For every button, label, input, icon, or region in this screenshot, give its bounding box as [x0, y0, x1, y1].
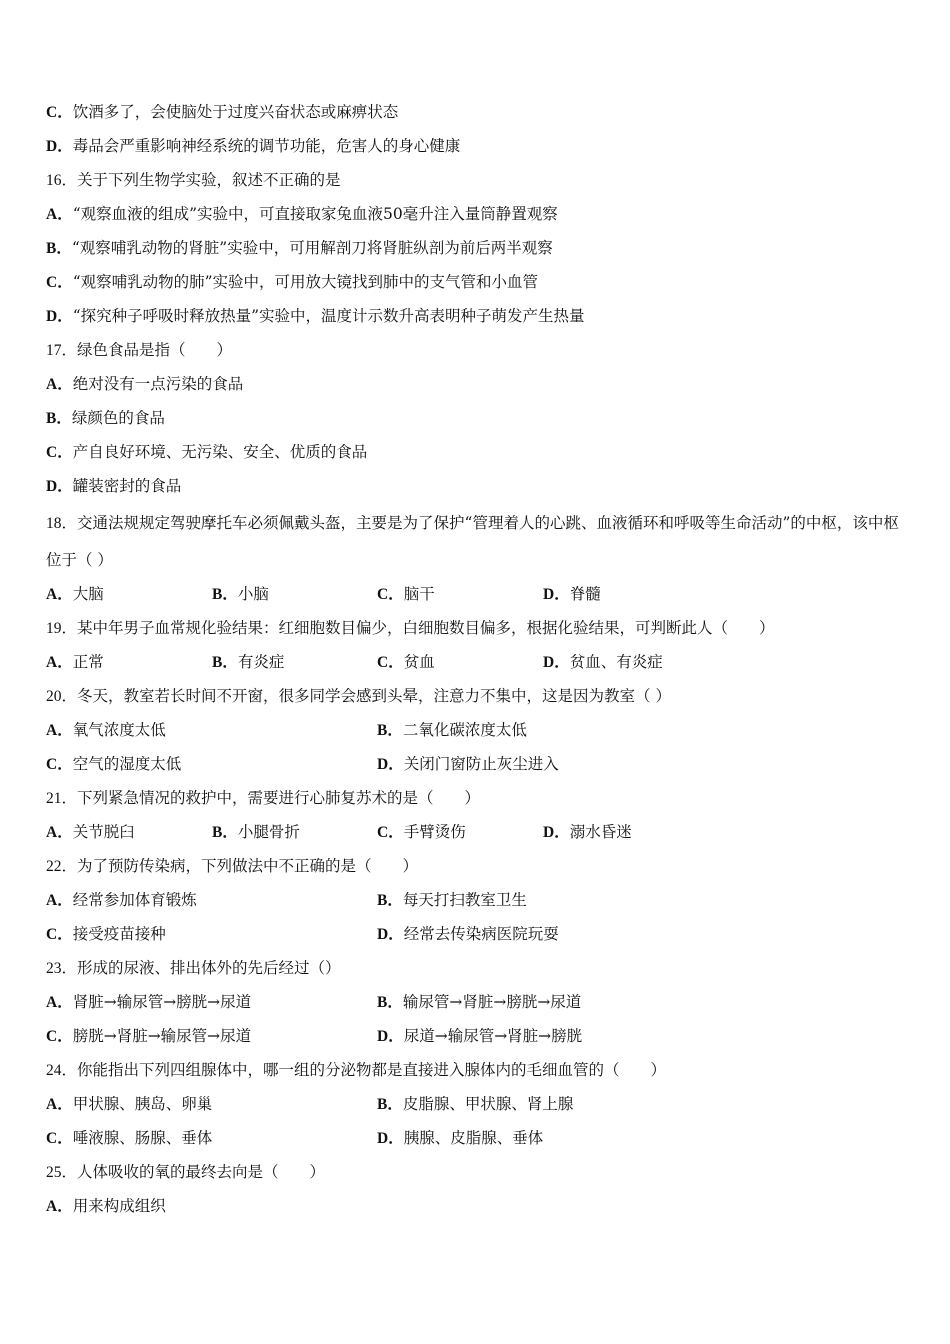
option-d: [377, 1021, 582, 1052]
option-b: [377, 885, 527, 916]
option-c: [377, 647, 435, 678]
option-text: 膀胱→肾脏→输尿管→尿道: [72, 1027, 252, 1045]
option-row-2col: [46, 919, 906, 953]
question-stem: [46, 783, 906, 817]
option-d: [543, 817, 632, 848]
option-letter: C．: [46, 274, 73, 291]
option-text: 绝对没有一点污染的食品: [72, 375, 244, 393]
option-b: [377, 987, 581, 1018]
option-letter: A．: [46, 586, 73, 603]
option-letter: A．: [46, 994, 73, 1011]
option-letter: C．: [46, 104, 73, 121]
option-text: 甲状腺、胰岛、卵巢: [72, 1095, 213, 1113]
option-letter: D．: [543, 586, 570, 603]
option-a: [46, 1089, 212, 1120]
option-letter: A．: [46, 1198, 73, 1215]
option-line: [46, 267, 906, 301]
option-line: [46, 301, 906, 335]
question-text: 形成的尿液、排出体外的先后经过（）: [77, 959, 341, 977]
question-stem: [46, 681, 906, 715]
option-letter: D．: [377, 926, 404, 943]
option-text: 关节脱臼: [72, 823, 135, 841]
option-line: [46, 437, 906, 471]
option-text: 绿颜色的食品: [71, 409, 165, 427]
option-line: [46, 233, 906, 267]
option-text: 接受疫苗接种: [72, 925, 166, 943]
question-stem: [46, 165, 906, 199]
option-text: 贫血、有炎症: [569, 653, 663, 671]
option-text: 唾液腺、肠腺、垂体: [72, 1129, 213, 1147]
option-letter: B．: [212, 654, 238, 671]
option-letter: D．: [377, 756, 404, 773]
question-stem: [46, 505, 906, 579]
option-d: [377, 749, 559, 780]
option-letter: B．: [377, 892, 403, 909]
question-number: 16．: [46, 172, 78, 189]
question-stem: [46, 613, 906, 647]
option-letter: D．: [46, 308, 73, 325]
option-c: [46, 1123, 212, 1154]
option-text: 用来构成组织: [72, 1197, 166, 1215]
option-letter: B．: [377, 722, 403, 739]
option-letter: B．: [377, 1096, 403, 1113]
option-letter: C．: [46, 444, 73, 461]
option-row-2col: [46, 1021, 906, 1055]
option-text: 小腿骨折: [237, 823, 300, 841]
option-text: 大脑: [72, 585, 104, 603]
option-letter: C．: [377, 586, 404, 603]
option-a: [46, 579, 104, 610]
option-letter: D．: [46, 138, 73, 155]
option-letter: A．: [46, 376, 73, 393]
option-a: [46, 647, 104, 678]
option-text: “探究种子呼吸时释放热量”实验中，温度计示数升高表明种子萌发产生热量: [72, 307, 585, 325]
option-letter: C．: [377, 824, 404, 841]
option-row-2col: [46, 749, 906, 783]
option-row-4col: [46, 817, 906, 851]
question-number: 25．: [46, 1164, 78, 1181]
option-letter: C．: [377, 654, 404, 671]
question-text: 交通法规规定驾驶摩托车必须佩戴头盔，主要是为了保护“管理着人的心跳、血液循环和呼吸等生命活动”的中枢，该中枢位于（ ）: [46, 514, 899, 569]
option-text: 罐装密封的食品: [72, 477, 182, 495]
option-line: [46, 131, 906, 165]
option-text: 尿道→输尿管→肾脏→膀胱: [403, 1027, 583, 1045]
option-text: 有炎症: [237, 653, 285, 671]
question-number: 17．: [46, 342, 78, 359]
question-stem: [46, 1055, 906, 1089]
question-number: 22．: [46, 858, 78, 875]
option-row-4col: [46, 579, 906, 613]
option-b: [377, 1089, 573, 1120]
option-c: [46, 1021, 251, 1052]
option-b: [212, 647, 284, 678]
question-text: 人体吸收的氧的最终去向是（ ）: [77, 1163, 326, 1181]
option-a: [46, 817, 135, 848]
option-text: 肾脏→输尿管→膀胱→尿道: [72, 993, 252, 1011]
option-text: 脑干: [403, 585, 435, 603]
question-number: 21．: [46, 790, 78, 807]
option-letter: B．: [377, 994, 403, 1011]
option-text: 小脑: [237, 585, 269, 603]
option-a: [46, 987, 251, 1018]
option-b: [377, 715, 527, 746]
option-letter: A．: [46, 1096, 73, 1113]
option-row-2col: [46, 715, 906, 749]
option-letter: B．: [212, 824, 238, 841]
question-number: 23．: [46, 960, 78, 977]
option-text: 正常: [72, 653, 104, 671]
option-text: 经常去传染病医院玩耍: [403, 925, 559, 943]
option-letter: B．: [212, 586, 238, 603]
option-letter: D．: [543, 654, 570, 671]
option-letter: D．: [377, 1028, 404, 1045]
option-c: [377, 817, 466, 848]
option-text: 输尿管→肾脏→膀胱→尿道: [402, 993, 582, 1011]
question-stem: [46, 953, 906, 987]
option-b: [212, 579, 269, 610]
option-row-2col: [46, 885, 906, 919]
option-row-2col: [46, 987, 906, 1021]
option-letter: A．: [46, 722, 73, 739]
option-letter: C．: [46, 1028, 73, 1045]
question-number: 20．: [46, 688, 78, 705]
question-text: 冬天，教室若长时间不开窗，很多同学会感到头晕，注意力不集中，这是因为教室（ ）: [77, 687, 671, 705]
option-a: [46, 885, 197, 916]
option-text: 每天打扫教室卫生: [402, 891, 527, 909]
option-line: [46, 403, 906, 437]
option-letter: A．: [46, 654, 73, 671]
option-line: [46, 471, 906, 505]
option-text: 毒品会严重影响神经系统的调节功能，危害人的身心健康: [72, 137, 461, 155]
option-text: “观察哺乳动物的肾脏”实验中，可用解剖刀将肾脏纵剖为前后两半观察: [71, 239, 553, 257]
question-stem: [46, 335, 906, 369]
option-letter: A．: [46, 206, 73, 223]
question-text: 你能指出下列四组腺体中，哪一组的分泌物都是直接进入腺体内的毛细血管的（ ）: [77, 1061, 667, 1079]
question-stem: [46, 1157, 906, 1191]
option-row-4col: [46, 647, 906, 681]
option-row-2col: [46, 1123, 906, 1157]
option-text: 皮脂腺、甲状腺、肾上腺: [402, 1095, 574, 1113]
question-stem: [46, 851, 906, 885]
option-text: “观察哺乳动物的肺”实验中，可用放大镜找到肺中的支气管和小血管: [72, 273, 539, 291]
option-text: 胰腺、皮脂腺、垂体: [403, 1129, 544, 1147]
option-letter: D．: [46, 478, 73, 495]
question-number: 19．: [46, 620, 78, 637]
option-text: 脊髓: [569, 585, 601, 603]
option-text: 关闭门窗防止灰尘进入: [403, 755, 559, 773]
exam-page: [46, 97, 906, 1225]
option-line: [46, 369, 906, 403]
option-text: 二氧化碳浓度太低: [402, 721, 527, 739]
question-text: 绿色食品是指（ ）: [77, 341, 233, 359]
option-text: 饮酒多了，会使脑处于过度兴奋状态或麻痹状态: [72, 103, 399, 121]
option-letter: D．: [543, 824, 570, 841]
question-text: 下列紧急情况的救护中，需要进行心肺复苏术的是（ ）: [77, 789, 481, 807]
option-d: [377, 919, 559, 950]
question-number: 24．: [46, 1062, 78, 1079]
question-number: 18．: [46, 515, 78, 532]
option-d: [543, 579, 601, 610]
option-d: [543, 647, 663, 678]
option-letter: D．: [377, 1130, 404, 1147]
option-text: 空气的湿度太低: [72, 755, 182, 773]
option-text: 产自良好环境、无污染、安全、优质的食品: [72, 443, 368, 461]
option-text: 贫血: [403, 653, 435, 671]
option-letter: C．: [46, 756, 73, 773]
option-text: 手臂烫伤: [403, 823, 466, 841]
question-text: 关于下列生物学实验，叙述不正确的是: [77, 171, 341, 189]
option-c: [46, 919, 166, 950]
option-c: [377, 579, 435, 610]
option-line: [46, 199, 906, 233]
option-line: [46, 97, 906, 131]
option-letter: C．: [46, 926, 73, 943]
option-letter: B．: [46, 410, 72, 427]
option-letter: A．: [46, 824, 73, 841]
option-text: 氧气浓度太低: [72, 721, 166, 739]
option-text: 经常参加体育锻炼: [72, 891, 197, 909]
option-d: [377, 1123, 543, 1154]
option-letter: B．: [46, 240, 72, 257]
question-text: 为了预防传染病，下列做法中不正确的是（ ）: [77, 857, 419, 875]
option-row-2col: [46, 1089, 906, 1123]
option-text: 溺水昏迷: [569, 823, 632, 841]
option-line: [46, 1191, 906, 1225]
option-letter: C．: [46, 1130, 73, 1147]
option-letter: A．: [46, 892, 73, 909]
option-a: [46, 715, 166, 746]
option-c: [46, 749, 181, 780]
question-text: 某中年男子血常规化验结果：红细胞数目偏少，白细胞数目偏多，根据化验结果，可判断此人（ ）: [77, 619, 775, 637]
option-b: [212, 817, 300, 848]
option-text: “观察血液的组成”实验中，可直接取家兔血液50毫升注入量筒静置观察: [72, 205, 558, 223]
